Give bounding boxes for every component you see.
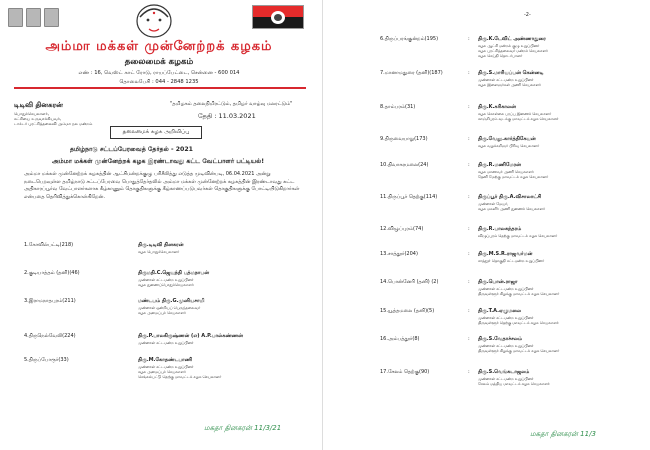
candidate-post: முன்னாள் மேயர், bbox=[478, 201, 509, 206]
candidate-post: முன்னாள் சட்டமன்ற உறுப்பினர் bbox=[138, 364, 194, 369]
separator: : bbox=[468, 104, 470, 110]
candidate-post: கழக பொதுச்செயலாளர் bbox=[138, 249, 180, 254]
separator: : bbox=[468, 251, 470, 257]
candidate-name: திருப்பூர் திரு.A.விசாலாட்சி bbox=[478, 194, 542, 200]
candidate-post: முன்னாள் சட்டமன்ற உறுப்பினர் bbox=[478, 77, 534, 82]
constituency: 13.சாத்தூர்(204) bbox=[380, 251, 418, 257]
photo-3 bbox=[44, 8, 59, 27]
page-two bbox=[328, 0, 650, 450]
candidate-name: மண்டபம் திரு.G.முனியசாமி bbox=[138, 298, 205, 304]
candidate-post: கழக கொள்கை பரப்பு இணைச் செயலாளர் bbox=[478, 111, 552, 116]
constituency: 10.திவாகரமலை(24) bbox=[380, 162, 429, 168]
constituency: 8.தாம்பரம்(31) bbox=[380, 104, 416, 110]
constituency: 9.திருவையாறு(173) bbox=[380, 136, 428, 142]
constituency: 4.திருநெல்வேலி(224) bbox=[24, 333, 76, 339]
candidate-post: தேனி மேற்கு மாவட்டக் கழக செயலாளர் bbox=[478, 174, 549, 179]
separator: : bbox=[468, 194, 470, 200]
candidate-post: விழுப்புரம் தெற்கு மாவட்டக் கழக செயலாளர் bbox=[478, 233, 558, 238]
candidate-name: திரு.R.மணிமேரன் bbox=[478, 162, 521, 168]
date: தேதி : 11.03.2021 bbox=[198, 112, 256, 120]
constituency: 16.அம்பத்தூர்(8) bbox=[380, 336, 420, 342]
candidate-post: சாத்தூர் தொகுதி சட்டமன்ற உறுப்பினர் bbox=[478, 258, 545, 263]
candidate-post: கழக மாணவர் அணி செயலாளர் bbox=[478, 169, 534, 174]
separator: : bbox=[468, 369, 470, 375]
header-rule bbox=[14, 87, 306, 89]
page-one bbox=[0, 0, 318, 450]
constituency: 3.இராமநாதபுரம்(211) bbox=[24, 298, 76, 304]
photo-1 bbox=[8, 8, 23, 27]
leader-role: டாக்டர் புரட்சித்தலைவி அம்மா நல மன்றம் bbox=[14, 121, 93, 126]
slogan: "தமிழகம் தலைநிமிரட்டும், தமிழர் வாழ்வு மலரட்டும்" bbox=[170, 101, 293, 107]
page-divider bbox=[322, 0, 323, 450]
candidate-post: கழக ஆட்சி மன்றக் குழு உறுப்பினர் bbox=[478, 43, 540, 48]
candidate-name: திரு.P.பாலகிருஷ்ணன் (எ) A.P.பால்கண்ணன் bbox=[138, 333, 244, 339]
constituency: 6.திருப்பரங்குன்றம்(195) bbox=[380, 36, 439, 42]
candidate-post: திருவள்ளூர் கிழக்கு மாவட்டக் கழக செயலாளர் bbox=[478, 348, 560, 353]
constituency: 5.திருப்போரூர்(33) bbox=[24, 357, 69, 363]
separator: : bbox=[468, 336, 470, 342]
candidate-post: முன்னாள் சட்டமன்ற உறுப்பினர் bbox=[478, 315, 534, 320]
constituency: 7.மானாமதுரை (தனி)(187) bbox=[380, 70, 443, 76]
candidate-post: முன்னாள் சட்டமன்ற உறுப்பினர் bbox=[478, 286, 534, 291]
candidate-post: கழக அமைப்புச் செயலாளர் bbox=[138, 310, 186, 315]
photo-2 bbox=[26, 8, 41, 27]
candidate-post: முன்னாள் சட்டமன்ற உறுப்பினர் bbox=[138, 277, 194, 282]
candidate-post: காஞ்சிபுரம் வடக்கு மாவட்டக் கழக செயலாளர் bbox=[478, 116, 559, 121]
candidate-name: திரு.R.பாலசுந்தரம் bbox=[478, 226, 522, 232]
candidate-post: கழக அமைப்புச் செயலாளர் bbox=[138, 369, 186, 374]
phone: தொலைபேசி : 044 - 2848 1235 bbox=[119, 79, 199, 85]
signature: மகதா தினகரன் 11/3/21 bbox=[204, 424, 282, 432]
leader-photos bbox=[8, 8, 59, 27]
candidate-name: திரு.பொன்.ராஜா bbox=[478, 279, 518, 285]
constituency: 2.குடியாத்தம் (தனி)(46) bbox=[24, 270, 80, 276]
candidate-name: திருமதி.C.ஜெயந்தி பத்மநாபன் bbox=[138, 270, 210, 276]
candidate-post: கழக மகளிர் அணி துணைச் செயலாளர் bbox=[478, 206, 545, 211]
candidate-post: திருவள்ளூர் தெற்கு மாவட்டக் கழக செயலாளர் bbox=[478, 320, 559, 325]
candidate-name: திரு.M.S.R.ராஜவர்மன் bbox=[478, 251, 533, 257]
party-name: அம்மா மக்கள் முன்னேற்றக் கழகம் bbox=[45, 39, 273, 54]
candidate-name: திரு.K.கரிகாலன் bbox=[478, 104, 517, 110]
candidate-post: சேலம் மத்திய மாவட்டக் கழக செயலாளர் bbox=[478, 381, 550, 386]
office-title: தலைமைக் கழகம் bbox=[124, 57, 194, 67]
candidate-post: முன்னாள் சட்டமன்ற உறுப்பினர் bbox=[478, 343, 534, 348]
candidate-name: திரு.S.வெங்கடாஜலம் bbox=[478, 369, 530, 375]
leader-portrait bbox=[131, 3, 177, 41]
candidate-name: திரு.டிடிவி தினகரன் bbox=[138, 242, 184, 248]
leader-role: பொதுச்செயலாளர், bbox=[14, 111, 50, 116]
candidate-post: கழக செய்தி தொடர்பாளர் bbox=[478, 53, 523, 58]
candidate-post: முன்னாள் சட்டமன்ற உறுப்பினர் bbox=[478, 376, 534, 381]
separator: : bbox=[468, 70, 470, 76]
separator: : bbox=[468, 162, 470, 168]
separator: : bbox=[468, 279, 470, 285]
candidate-name: திரு.வேலு.கார்த்திகேயன் bbox=[478, 136, 536, 142]
candidate-post: செங்கல்பட்டு தெற்கு மாவட்டக் கழக செயலாளர் bbox=[138, 374, 222, 379]
candidate-post: கழக புரட்சித்தலைவர் மன்றச் செயலாளர் bbox=[478, 48, 548, 53]
candidate-name: திரு.T.A.ஏழுமலை bbox=[478, 308, 522, 314]
separator: : bbox=[468, 226, 470, 232]
notice-body: அம்மா மக்கள் முன்னேற்றக் கழகத்தின் ஆட்சிமன்றக்குழு பரிசீலித்து எடுத்த முடிவின்படி, 06.04.2021 அன்று நடைபெறவுள்ள தமிழ்நாடு சட்டப்பேரவை பொதுத்தேர்தலில் அம்மா மக்கள் முன்னேற்றக் கழகத்தின் இரண்டாவது கட்ட அதிகாரப்பூர்வ வேட்பாளர்களாக கீழ்காணும் தொகுதிகளுக்கு கீழ்காணப்படுபவர்கள் தொகுதிகளுக்கு போட்டியிடுகிறார்கள் என்பதை தெரிவித்துக்கொள்கிறேன். bbox=[24, 171, 300, 201]
separator: : bbox=[468, 36, 470, 42]
address: எண் : 16, வெஸ்ட் காட் ரோடு, ராயப்பேட்டை, சென்னை - 600 014 bbox=[78, 70, 240, 76]
constituency: 14.பொன்னேரி (தனி) (2) bbox=[380, 279, 439, 285]
candidate-post: கழக துணைப்பொதுச்செயலாளர் bbox=[138, 282, 194, 287]
notice-subhead: தமிழ்நாடு சட்டப்பேரவைத் தேர்தல் - 2021 bbox=[70, 146, 193, 153]
constituency: 1.கோவில்பட்டி(218) bbox=[24, 242, 74, 248]
candidate-post: கழக இளைஞர்கள் அணி செயலாளர் bbox=[478, 82, 541, 87]
leader-role: கட்சியை உருவாக்கியவர், bbox=[14, 116, 62, 121]
candidate-name: திரு.S.மாரியப்பன் கென்னடி bbox=[478, 70, 544, 76]
notice-subtitle: அம்மா மக்கள் முன்னேற்றக் கழக இரண்டாவது கட்ட வேட்பாளர் பட்டியல்! bbox=[52, 158, 265, 165]
candidate-name: திரு.S.வேதாச்சலம் bbox=[478, 336, 523, 342]
constituency: 11.திருப்பூர் தெற்கு(114) bbox=[380, 194, 438, 200]
candidate-post: கழக வழக்கறிஞர் பிரிவு செயலாளர் bbox=[478, 143, 540, 148]
party-flag bbox=[252, 5, 304, 29]
constituency: 12.விழுப்புரம்(74) bbox=[380, 226, 424, 232]
notice-title: தலைமைக் கழக அறிவிப்பு bbox=[110, 126, 202, 139]
separator: : bbox=[468, 136, 470, 142]
page-number: -2- bbox=[524, 12, 531, 18]
leader-name: டிடிவி தினகரன் bbox=[14, 101, 63, 109]
candidate-name: திரு.M.கோதண்டபாணி bbox=[138, 357, 193, 363]
constituency: 15.யூத்தமலை (தனி)(5) bbox=[380, 308, 435, 314]
candidate-post: திருவள்ளூர் கிழக்கு மாவட்டக் கழக செயலாளர் bbox=[478, 291, 560, 296]
candidate-post: முன்னாள் ஒன்றியப் பெருந்தலைவர் bbox=[138, 305, 201, 310]
candidate-post: முன்னாள் சட்டமன்ற உறுப்பினர் bbox=[138, 340, 194, 345]
candidate-name: திரு.K.டேவிட் அண்ணாதுரை bbox=[478, 36, 546, 42]
signature: மகதா தினகரன் 11/3 bbox=[530, 430, 596, 438]
separator: : bbox=[468, 308, 470, 314]
constituency: 17.சேலம் தெற்கு(90) bbox=[380, 369, 430, 375]
